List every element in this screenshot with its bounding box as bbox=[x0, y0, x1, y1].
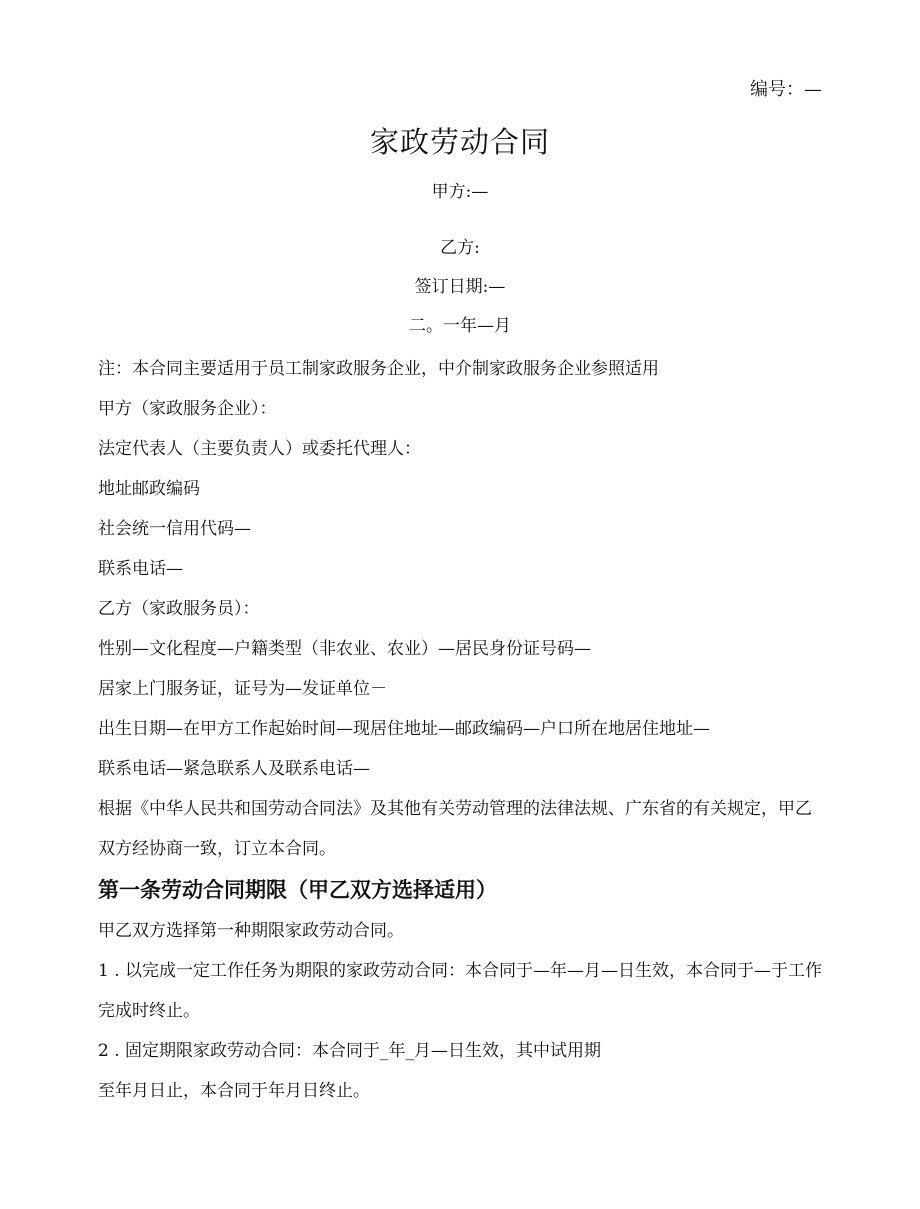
contact-info-line: 联系电话—紧急联系人及联系电话— bbox=[98, 759, 370, 779]
party-b-line: 乙方: bbox=[440, 238, 480, 258]
party-b-heading: 乙方（家政服务员）： bbox=[98, 599, 260, 619]
contract-number: 编号：— bbox=[750, 79, 822, 100]
article-1-item-2-continued: 至年月日止，本合同于年月日终止。 bbox=[98, 1081, 370, 1101]
birth-info-line: 出生日期—在甲方工作起始时间—现居住地址—邮政编码—户口所在地居住地址— bbox=[98, 719, 710, 739]
article-1-heading: 第一条劳动合同期限（甲乙双方选择适用） bbox=[98, 877, 497, 902]
party-a-heading: 甲方（家政服务企业）： bbox=[98, 399, 277, 419]
contract-body bbox=[98, 349, 828, 1111]
date-line: 二。一年—月 bbox=[409, 316, 511, 336]
article-1-item-1: 1 . 以完成一定工作任务为期限的家政劳动合同：本合同于—年—月—日生效，本合同于—于工作完成时终止。 bbox=[98, 961, 823, 1021]
party-a-line: 甲方:— bbox=[431, 182, 489, 202]
article-1-choice: 甲乙双方选择第一种期限家政劳动合同。 bbox=[98, 921, 404, 941]
document-title: 家政劳动合同 bbox=[369, 125, 550, 159]
sign-date-line: 签订日期:— bbox=[414, 277, 506, 297]
service-certificate-line: 居家上门服务证，证号为—发证单位－ bbox=[98, 679, 387, 699]
legal-basis-paragraph: 根据《中华人民共和国劳动合同法》及其他有关劳动管理的法律法规、广东省的有关规定，甲乙双方经协商一致，订立本合同。 bbox=[98, 799, 812, 859]
legal-representative-line: 法定代表人（主要负责人）或委托代理人： bbox=[98, 439, 421, 459]
personal-info-line: 性别—文化程度—户籍类型（非农业、农业）—居民身份证号码— bbox=[98, 639, 591, 659]
article-1-item-2: 2 . 固定期限家政劳动合同：本合同于_年_月—日生效，其中试用期 bbox=[98, 1041, 602, 1061]
party-a-phone-line: 联系电话— bbox=[98, 559, 183, 579]
address-line: 地址邮政编码 bbox=[98, 479, 200, 499]
note-paragraph: 注：本合同主要适用于员工制家政服务企业，中介制家政服务企业参照适用 bbox=[98, 359, 659, 379]
credit-code-line: 社会统一信用代码— bbox=[98, 519, 251, 539]
